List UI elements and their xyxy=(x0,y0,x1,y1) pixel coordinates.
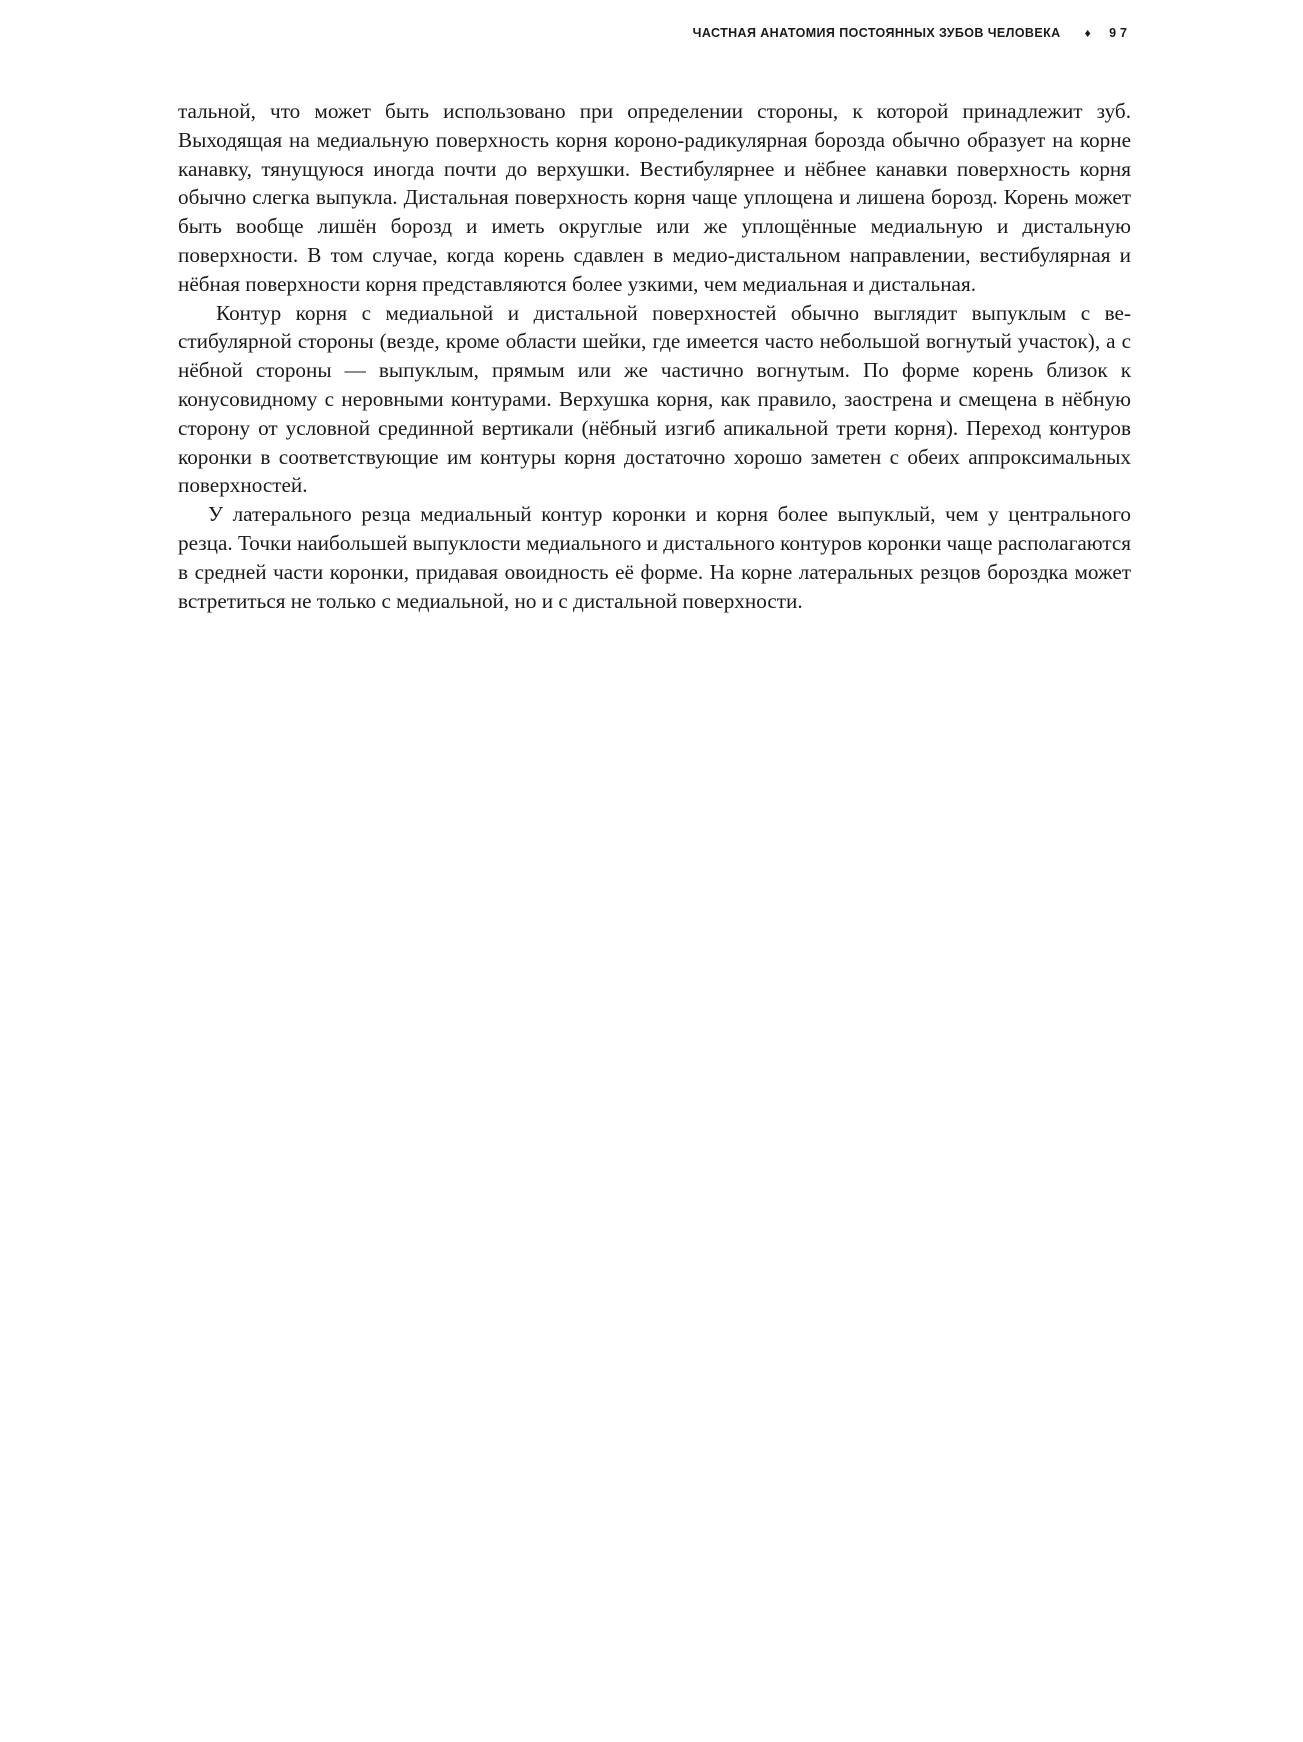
running-title: ЧАСТНАЯ АНАТОМИЯ ПОСТОЯННЫХ ЗУБОВ ЧЕЛОВЕКА xyxy=(692,26,1061,40)
paragraph-root-contour: Контур корня с медиальной и дистальной поверхностей обычно выглядит выпуклым с вестибулярной стороны (везде, кроме области шейки, где имеется часто небольшой вогнутый участок), а с нёбной стороны — выпуклым, прямым или же частично вогнутым. По форме корень близок к конусовидному с неровными контурами. Верхушка корня, как правило, заострена и смещена в нёбную сторону от условной срединной вертикали (нёбный изгиб апикальной трети корня). Переход контуров коронки в соответствующие им контуры корня достаточно хорошо заметен с обеих аппроксимальных поверхностей. xyxy=(178,300,1131,498)
body-text xyxy=(178,97,1131,615)
running-head xyxy=(693,26,1131,40)
page-number: 97 xyxy=(1109,26,1131,40)
paragraph-continuation: тальной, что может быть использовано при определении стороны, к которой принадлежит зуб. Выходящая на медиальную поверхность корня короно-радикулярная борозда обычно образует на корне канавку, тянущуюся иногда почти до верхушки. Вестибулярнее и нёбнее канавки поверхность корня обычно слегка выпукла. Дистальная поверхность корня чаще уплощена и лишена борозд. Корень может быть вообще лишён борозд и иметь округлые или же уплощённые медиальную и дистальную поверхности. В том случае, когда корень сдавлен в медио-дистальном направлении, вестибулярная и нёбная поверхности корня представляются более узкими, чем медиальная и дистальная. xyxy=(178,99,1131,296)
diamond-separator-icon: ♦ xyxy=(1084,26,1092,40)
paragraph-lateral-incisor: У латерального резца медиальный контур коронки и корня более выпуклый, чем у центрального резца. Точки наибольшей выпуклости медиального и дистального контуров коронки чаще располагаются в средней части коронки, придавая овоидность её форме. На корне латеральных резцов бороздка может встретиться не только с медиальной, но и с дистальной поверхности. xyxy=(178,502,1132,613)
